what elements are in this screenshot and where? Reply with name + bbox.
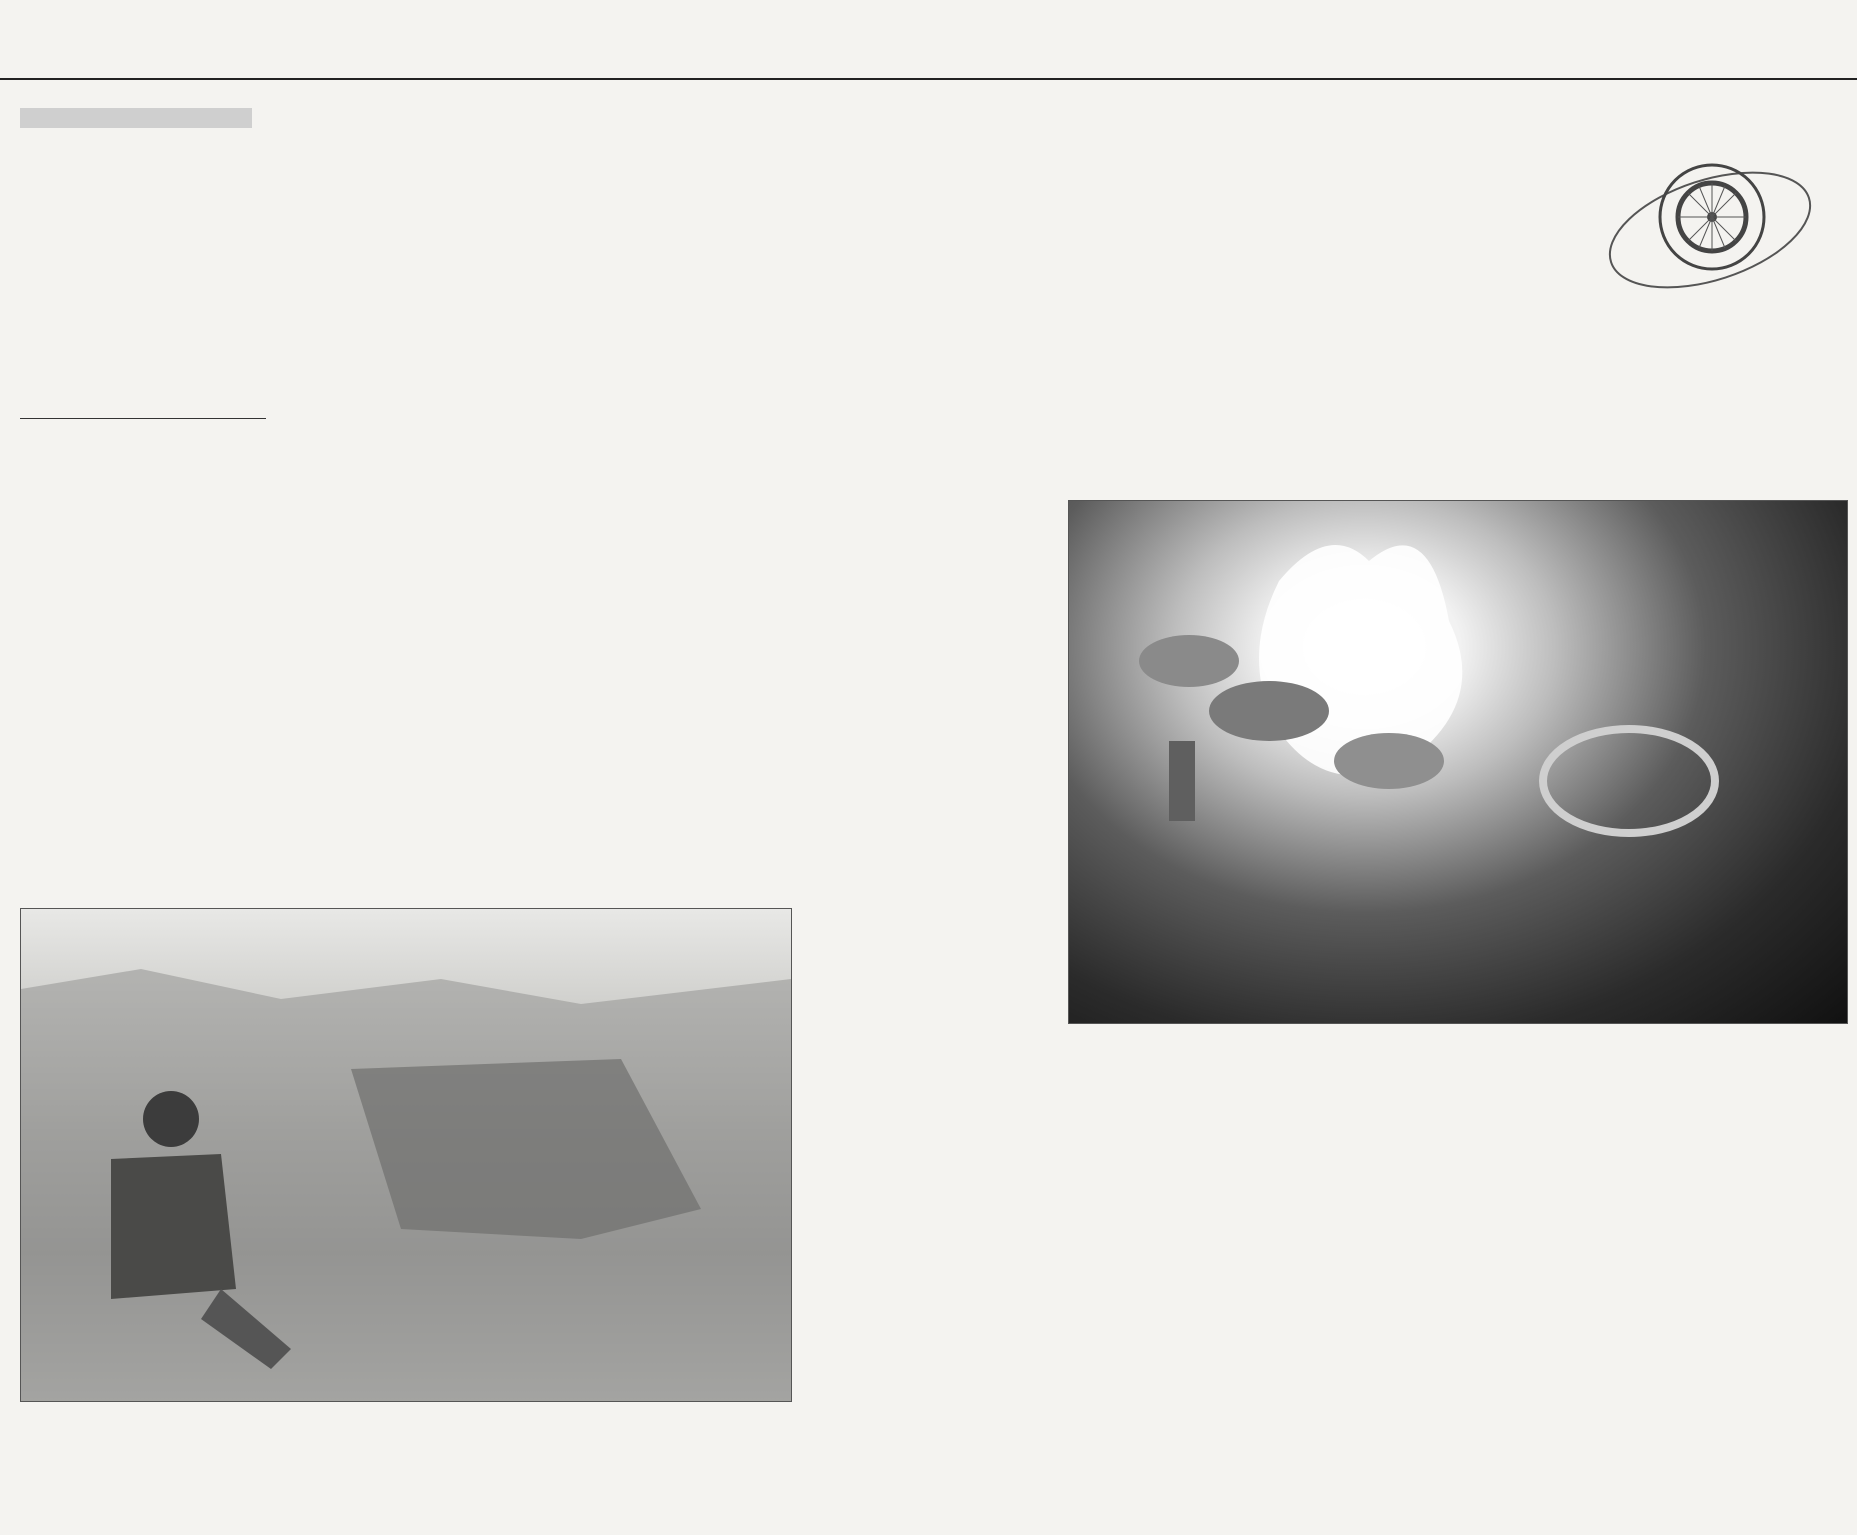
article-column: [540, 1408, 790, 1525]
article-column: [20, 778, 272, 906]
article-column: [1590, 320, 1842, 498]
expedition-emblem: [1600, 135, 1820, 325]
article-column: [280, 1408, 530, 1525]
rubric-label: [20, 108, 252, 128]
photo-illustration: [21, 909, 791, 1401]
article-column: [1330, 1030, 1580, 1525]
article-column: [1068, 1030, 1318, 1525]
article-column: [1068, 395, 1318, 497]
photo-cyclist-at-excavation: [20, 908, 792, 1402]
article-column: [20, 1408, 270, 1525]
article-column: [800, 395, 1050, 1525]
authors-byline: [20, 418, 266, 419]
article-column: [280, 395, 530, 906]
article-column: [1330, 395, 1580, 497]
article-column: [1590, 1030, 1842, 1470]
bicycle-wheel-icon: [1600, 135, 1820, 325]
photo-campfire: [1068, 500, 1848, 1024]
masthead: [0, 0, 1857, 80]
article-column: [540, 395, 790, 906]
photo-illustration: [1069, 501, 1847, 1023]
